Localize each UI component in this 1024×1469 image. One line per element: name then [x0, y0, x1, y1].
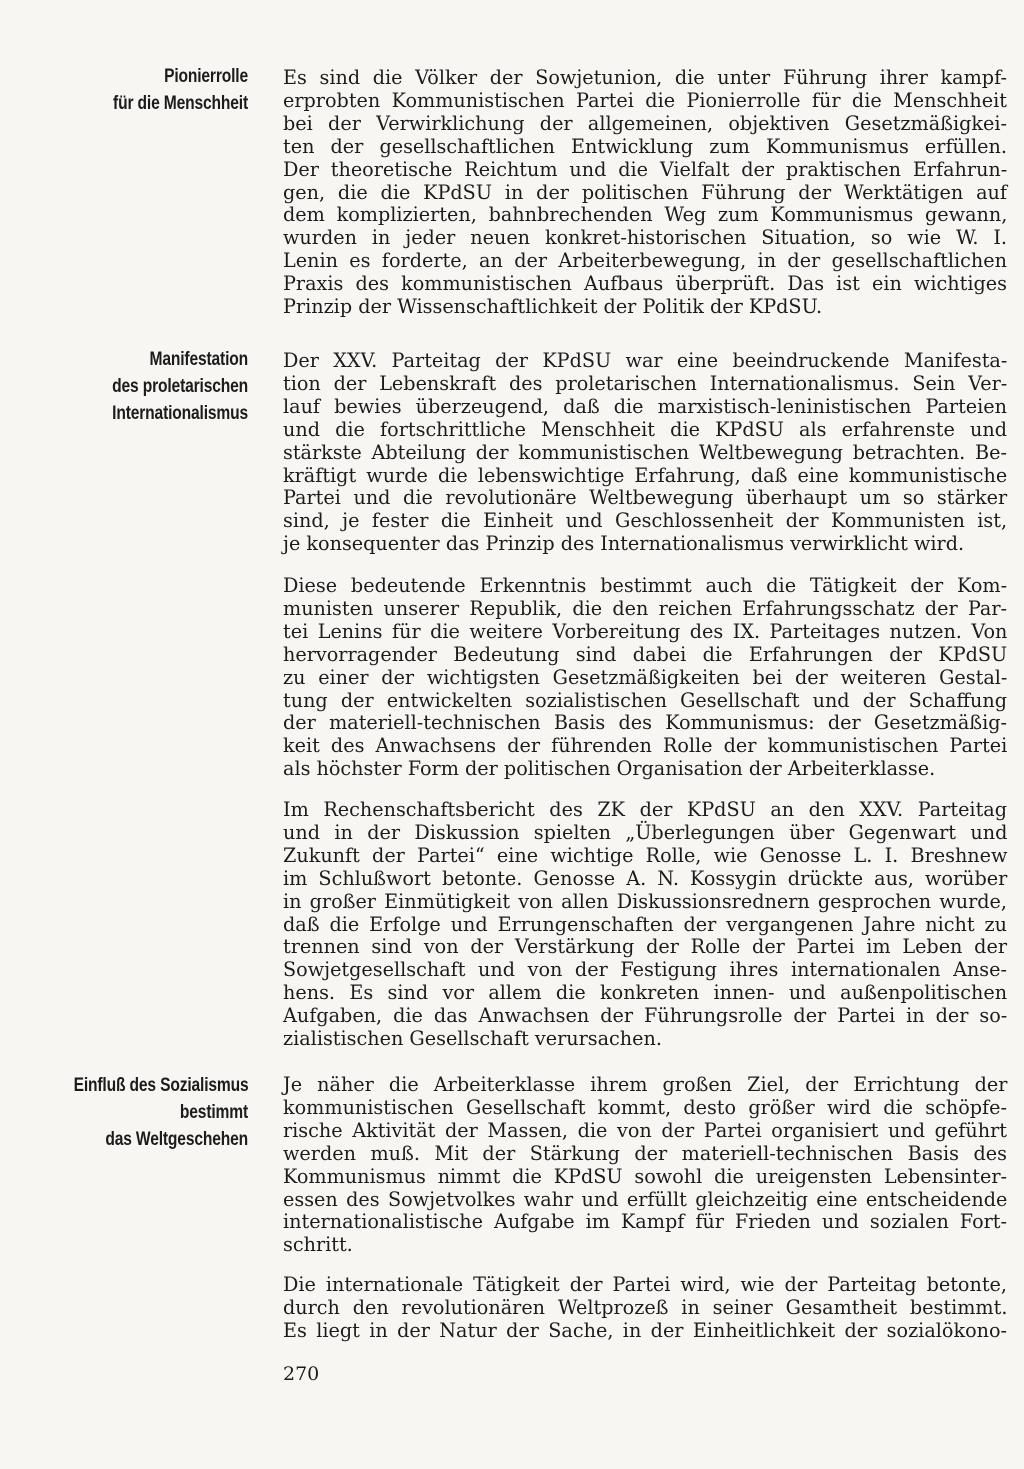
paragraph-text: [283, 1074, 1007, 1257]
paragraph-text: [283, 799, 1007, 1051]
text-line: Im Rechenschaftsbericht des ZK der KPdSU an den XXV. Parteitag: [283, 798, 1007, 821]
paragraph-2: [283, 350, 1007, 556]
text-line: Diese bedeutende Erkenntnis bestimmt auch die Tätigkeit der Kom-: [283, 574, 1008, 597]
margin-note-line: Pionierrolle: [164, 65, 248, 87]
text-line: tei Lenins für die weitere Vorbereitung des IX. Parteitages nutzen. Von: [283, 619, 1008, 643]
text-line: dem komplizierten, bahnbrechenden Weg zum Kommunismus gewann,: [283, 203, 1008, 227]
paragraph-text: [283, 350, 1007, 556]
margin-note-line: für die Menschheit: [113, 92, 248, 114]
text-line: erprobten Kommunistischen Partei die Pionierrolle für die Menschheit: [283, 88, 1007, 112]
text-line: gen, die die KPdSU in der politischen Führung der Werktätigen auf: [283, 180, 1007, 204]
text-line: Praxis des kommunistischen Aufbaus überprüft. Das ist ein wichtiges: [283, 272, 1007, 296]
paragraph-1: [283, 67, 1007, 319]
text-line: Zukunft der Partei“ eine wichtige Rolle, wie Genosse L. I. Breshnew: [283, 843, 1008, 867]
margin-note-line: Manifestation: [149, 348, 248, 370]
margin-note-line: Einfluß des Sozialismus: [73, 1074, 249, 1096]
text-line: kommunistischen Gesellschaft kommt, desto größer wird die schöpfe-: [283, 1095, 1007, 1119]
paragraph-text: [283, 575, 1007, 781]
text-line: Aufgaben, die das Anwachsen der Führungsrolle der Partei in der so-: [283, 1004, 1008, 1028]
text-line: Lenin es forderte, an der Arbeiterbewegung, in der gesellschaftlichen: [283, 249, 1007, 273]
text-line: internationalistische Aufgabe im Kampf für Frieden und sozialen Fort-: [283, 1210, 1007, 1234]
text-line: bei der Verwirklichung der allgemeinen, objektiven Gesetzmäßigkei-: [283, 111, 1007, 135]
text-line: zu einer der wichtigsten Gesetzmäßigkeiten bei der weiteren Gestal-: [283, 665, 1008, 689]
paragraph-text: [283, 1274, 1007, 1343]
text-line: Sowjetgesellschaft und von der Festigung ihres internationalen Anse-: [283, 958, 1007, 982]
margin-note-manifestation: [74, 346, 248, 427]
margin-note-line: bestimmt: [179, 1101, 248, 1123]
text-line: Es sind die Völker der Sowjetunion, die unter Führung ihrer kampf-: [283, 66, 1007, 89]
text-line: lauf bewies überzeugend, daß die marxistisch-leninistischen Parteien: [283, 394, 1008, 418]
text-line: stärkste Abteilung der kommunistischen Weltbewegung betrachten. Be-: [283, 440, 1007, 464]
text-line: schritt.: [283, 1233, 353, 1257]
paragraph-4: [283, 799, 1007, 1051]
text-line: und die fortschrittliche Menschheit die KPdSU als erfahrenste und: [283, 417, 1007, 441]
page-number: 270: [283, 1363, 320, 1385]
text-line: kräftigt wurde die lebenswichtige Erfahrung, daß eine kommunistische: [283, 463, 1008, 487]
text-line: zialistischen Gesellschaft verursachen.: [283, 1027, 662, 1051]
text-line: tung der entwickelten sozialistischen Gesellschaft und der Schaffung: [283, 688, 1007, 712]
text-line: wurden in jeder neuen konkret-historischen Situation, so wie W. I.: [283, 226, 1007, 250]
text-line: und in der Diskussion spielten „Überlegungen über Gegenwart und: [283, 820, 1008, 844]
text-line: der materiell-technischen Basis des Kommunismus: der Gesetzmäßig-: [283, 711, 1007, 735]
paragraph-3: [283, 575, 1007, 781]
text-line: munisten unserer Republik, die den reichen Erfahrungsschatz der Par-: [283, 596, 1007, 620]
margin-note-line: das Weltgeschehen: [105, 1128, 248, 1150]
margin-note-line: Internationalismus: [112, 402, 248, 424]
text-line: Prinzip der Wissenschaftlichkeit der Politik der KPdSU.: [283, 295, 823, 319]
text-line: Je näher die Arbeiterklasse ihrem großen Ziel, der Errichtung der: [283, 1073, 1008, 1096]
text-line: trennen sind von der Verstärkung der Rolle der Partei im Leben der: [283, 935, 1007, 959]
text-line: als höchster Form der politischen Organisation der Arbeiterklasse.: [283, 757, 936, 781]
text-line: tion der Lebenskraft des proletarischen Internationalismus. Sein Ver-: [283, 371, 1008, 395]
paragraph-6: [283, 1274, 1007, 1343]
text-line: rische Aktivität der Massen, die von der Partei organisiert und geführt: [283, 1118, 1007, 1142]
paragraph-5: [283, 1074, 1007, 1257]
text-line: werden muß. Mit der Stärkung der materiell-technischen Basis des: [283, 1141, 1007, 1165]
text-line: sind, je fester die Einheit und Geschlossenheit der Kommunisten ist,: [283, 509, 1008, 533]
margin-note-pionierrolle: [74, 63, 248, 117]
text-line: durch den revolutionären Weltprozeß in seiner Gesamtheit bestimmt.: [283, 1295, 1008, 1319]
text-line: essen des Sowjetvolkes wahr und erfüllt gleichzeitig eine entscheidende: [283, 1187, 1008, 1211]
text-line: hervorragender Bedeutung sind dabei die Erfahrungen der KPdSU: [283, 642, 1008, 666]
margin-note-einfluss: [74, 1072, 248, 1153]
text-line: Die internationale Tätigkeit der Partei wird, wie der Parteitag betonte,: [283, 1273, 1007, 1296]
text-line: daß die Erfolge und Errungenschaften der vergangenen Jahre nicht zu: [283, 912, 1007, 936]
text-line: Partei und die revolutionäre Weltbewegung überhaupt um so stärker: [283, 486, 1008, 510]
text-line: hens. Es sind vor allem die konkreten innen- und außenpolitischen: [283, 981, 1008, 1005]
text-line: Der theoretische Reichtum und die Vielfalt der praktischen Erfahrun-: [283, 157, 1008, 181]
text-line: je konsequenter das Prinzip des Internationalismus verwirklicht wird.: [283, 532, 965, 556]
text-line: Kommunismus nimmt die KPdSU sowohl die ureigensten Lebensinter-: [283, 1164, 1007, 1188]
text-line: keit des Anwachsens der führenden Rolle der kommunistischen Partei: [283, 734, 1008, 758]
text-line: ten der gesellschaftlichen Entwicklung zum Kommunismus erfüllen.: [283, 134, 1007, 158]
paragraph-text: [283, 67, 1007, 319]
text-line: Der XXV. Parteitag der KPdSU war eine beeindruckende Manifesta-: [283, 349, 1008, 372]
text-line: in großer Einmütigkeit von allen Diskussionsrednern gesprochen wurde,: [283, 889, 1007, 913]
text-line: Es liegt in der Natur der Sache, in der Einheitlichkeit der sozialökono-: [283, 1318, 1008, 1342]
text-line: im Schlußwort betonte. Genosse A. N. Kossygin drückte aus, worüber: [283, 866, 1008, 890]
margin-note-line: des proletarischen: [112, 375, 248, 397]
